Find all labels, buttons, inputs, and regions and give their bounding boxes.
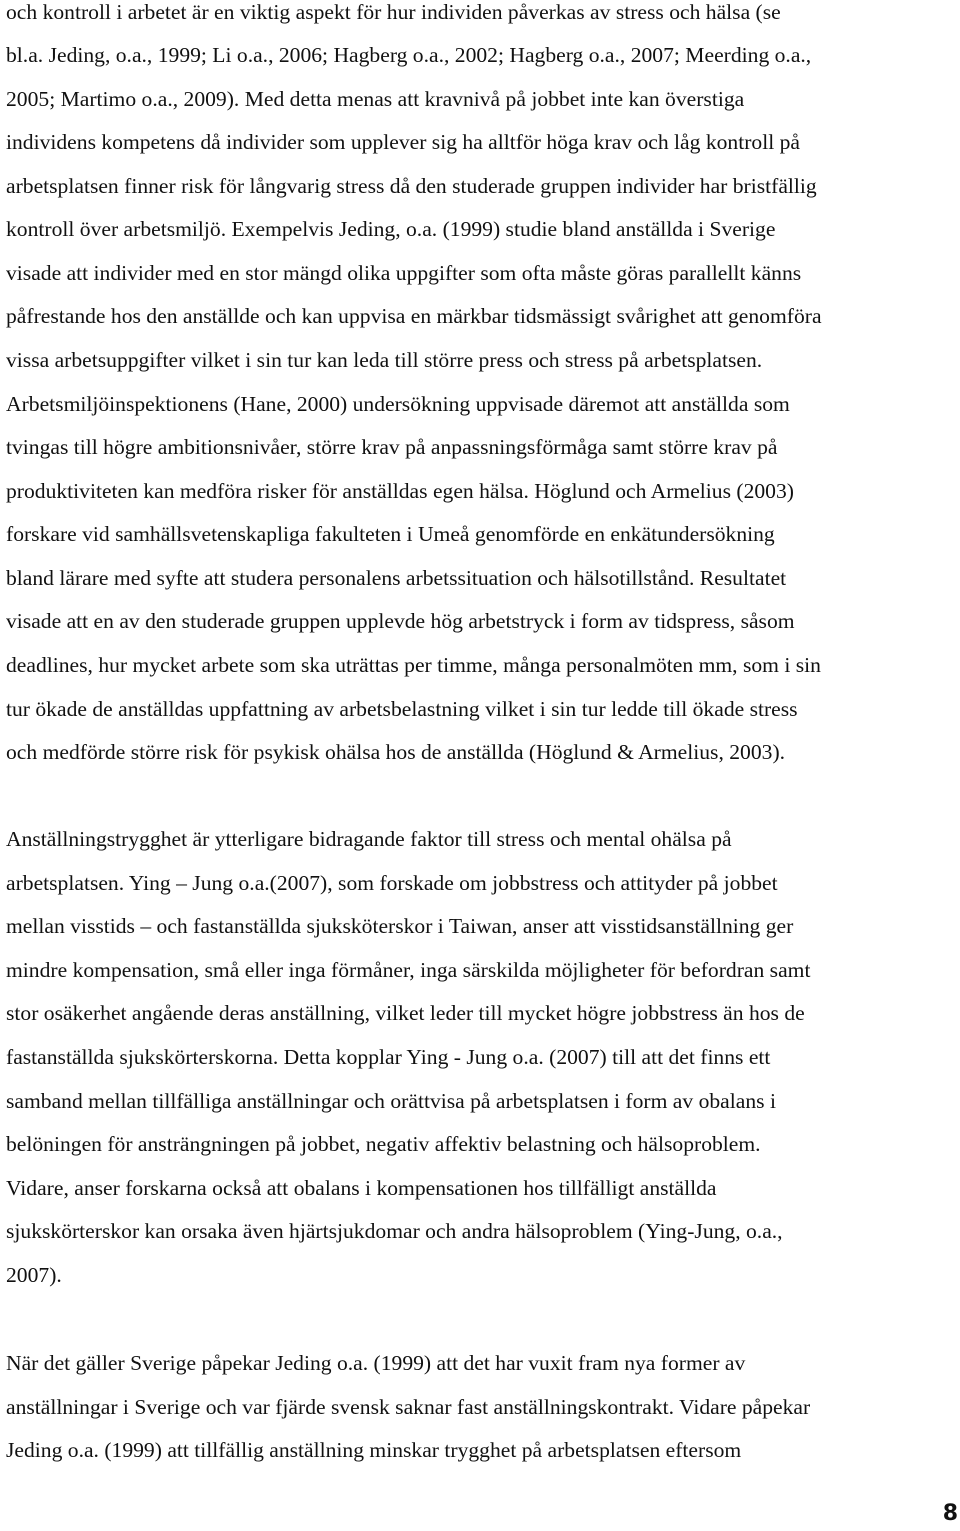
text-line: Jeding o.a. (1999) att tillfällig anställning minskar trygghet på arbetsplatsen eftersom: [6, 1438, 742, 1462]
text-line: sjukskörterskor kan orsaka även hjärtsjukdomar och andra hälsoproblem (Ying-Jung, o.a.,: [6, 1219, 783, 1243]
text-line: visade att en av den studerade gruppen upplevde hög arbetstryck i form av tidspress, såsom: [6, 609, 795, 633]
text-line: vissa arbetsuppgifter vilket i sin tur kan leda till större press och stress på arbetsplatsen.: [6, 348, 763, 372]
text-line: bland lärare med syfte att studera personalens arbetssituation och hälsotillstånd. Resultatet: [6, 566, 787, 590]
text-line: påfrestande hos den anställde och kan uppvisa en märkbar tidsmässigt svårighet att genomföra: [6, 304, 822, 328]
text-line: Arbetsmiljöinspektionens (Hane, 2000) undersökning uppvisade däremot att anställda som: [6, 392, 790, 416]
text-line: 2007).: [6, 1263, 62, 1287]
text-line: kontroll över arbetsmiljö. Exempelvis Jeding, o.a. (1999) studie bland anställda i Sverige: [6, 217, 776, 241]
text-line: och medförde större risk för psykisk ohälsa hos de anställda (Höglund & Armelius, 2003).: [6, 740, 786, 764]
text-line: och kontroll i arbetet är en viktig aspekt för hur individen påverkas av stress och hälsa (se: [6, 0, 781, 24]
text-line: Anställningstrygghet är ytterligare bidragande faktor till stress och mental ohälsa på: [6, 827, 732, 851]
text-line: mindre kompensation, små eller inga förmåner, inga särskilda möjligheter för befordran samt: [6, 958, 811, 982]
text-line: visade att individer med en stor mängd olika uppgifter som ofta måste göras parallellt känns: [6, 261, 802, 285]
text-line: anställningar i Sverige och var fjärde svensk saknar fast anställningskontrakt. Vidare påpekar: [6, 1395, 811, 1419]
text-line: mellan visstids – och fastanställda sjuksköterskor i Taiwan, anser att visstidsanställning ger: [6, 914, 794, 938]
text-line: belöningen för ansträngningen på jobbet, negativ affektiv belastning och hälsoproblem.: [6, 1132, 761, 1156]
text-line: arbetsplatsen finner risk för långvarig stress då den studerade gruppen individer har bristfällig: [6, 174, 817, 198]
text-line: deadlines, hur mycket arbete som ska uträttas per timme, många personalmöten mm, som i sin: [6, 653, 821, 677]
text-line: arbetsplatsen. Ying – Jung o.a.(2007), som forskade om jobbstress och attityder på jobbet: [6, 871, 778, 895]
text-line: stor osäkerhet angående deras anställning, vilket leder till mycket högre jobbstress än hos de: [6, 1001, 805, 1025]
text-line: När det gäller Sverige påpekar Jeding o.a. (1999) att det har vuxit fram nya former av: [6, 1351, 746, 1375]
text-line: produktiviteten kan medföra risker för anställdas egen hälsa. Höglund och Armelius (2003): [6, 479, 794, 503]
text-line: bl.a. Jeding, o.a., 1999; Li o.a., 2006; Hagberg o.a., 2002; Hagberg o.a., 2007; Meerding o.a.,: [6, 43, 812, 67]
page-number: 8: [942, 1501, 958, 1526]
text-line: individens kompetens då individer som upplever sig ha alltför höga krav och låg kontroll på: [6, 130, 800, 154]
text-line: tur ökade de anställdas uppfattning av arbetsbelastning vilket i sin tur ledde till ökade stress: [6, 697, 798, 721]
text-line: forskare vid samhällsvetenskapliga fakulteten i Umeå genomförde en enkätundersökning: [6, 522, 775, 546]
text-line: tvingas till högre ambitionsnivåer, större krav på anpassningsförmåga samt större krav på: [6, 435, 778, 459]
text-line: fastanställda sjukskörterskorna. Detta kopplar Ying - Jung o.a. (2007) till att det finns ett: [6, 1045, 771, 1069]
text-line: samband mellan tillfälliga anställningar och orättvisa på arbetsplatsen i form av obalans i: [6, 1089, 776, 1113]
text-line: Vidare, anser forskarna också att obalans i kompensationen hos tillfälligt anställda: [6, 1176, 717, 1200]
text-line: 2005; Martimo o.a., 2009). Med detta menas att kravnivå på jobbet inte kan överstiga: [6, 87, 745, 111]
